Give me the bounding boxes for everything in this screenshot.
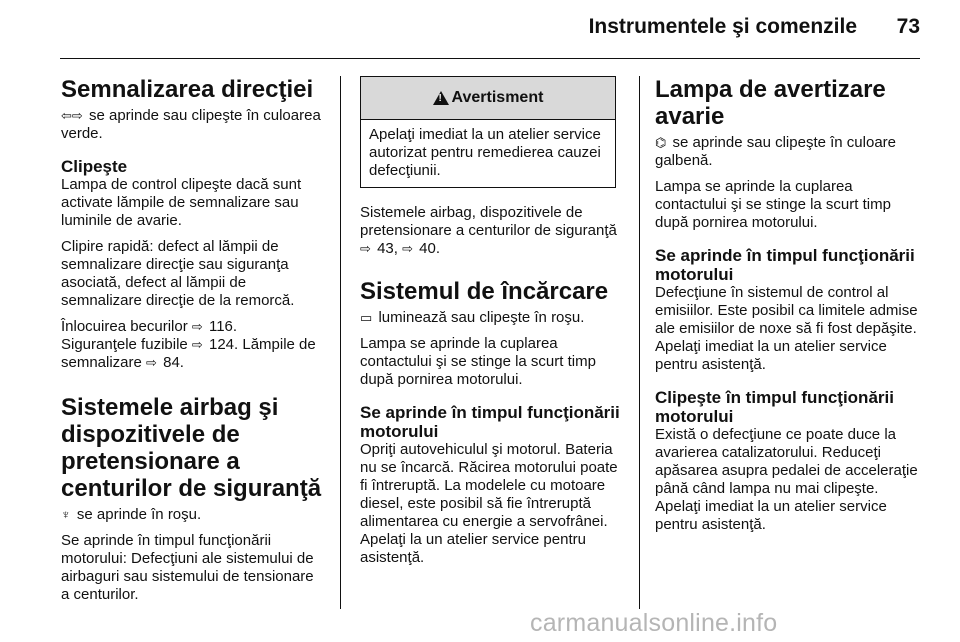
reference-arrow-icon: ⇨ (146, 355, 157, 370)
section-title-charging: Sistemul de încărcare (360, 278, 609, 305)
warning-title: Avertisment (451, 89, 544, 106)
warning-box (360, 76, 616, 188)
section-title-airbag: Sistemele airbag şi dispozitivele de pretensionare a centurilor de siguranţă (61, 394, 322, 502)
reference-arrow-icon: ⇨ (191, 337, 203, 352)
ref-text: 43, (372, 240, 403, 257)
malfunction-intro (655, 134, 925, 170)
ref-text: Siguranţele fuzibile (61, 336, 192, 353)
page-number: 73 (896, 15, 920, 38)
ref-text: Înlocuirea becurilor (61, 318, 192, 335)
malfunction-paragraph-1: Lampa se aprinde la cuplarea contactului şi se stinge la scurt timp după pornirea motorului. (655, 178, 891, 231)
subsection-title-lights-running: Se aprinde în timpul funcţionării motorului (655, 246, 915, 284)
malfunction-paragraph-3: Există o defecţiune ce poate duce la avarierea catalizatorului. Reduceţi apăsarea asupra pedalei de acceleraţie până când lampa nu mai clipeşte. Apelaţi imediat la un atelier service pentru asistenţă. (655, 426, 918, 533)
reference-arrow-icon: ⇨ (402, 241, 413, 256)
ref-text: 40. (415, 240, 441, 257)
subsection-title-clip: Clipeşte (61, 157, 128, 176)
charging-intro (360, 309, 625, 327)
warning-body: Apelaţi imediat la un atelier service autorizat pentru remedierea cauzei defecţiunii. (369, 126, 601, 179)
column-1 (61, 76, 326, 612)
ref-text: 116. (204, 318, 238, 335)
airbag-icon: ♆ (61, 507, 71, 522)
battery-icon: ▭ (360, 310, 373, 325)
section-title-malfunction-lamp: Lampa de avertizare avarie (655, 76, 886, 130)
warning-header (361, 77, 615, 120)
engine-check-icon: ⌬ (655, 135, 667, 150)
airbag-intro-text: se aprinde în roşu. (76, 506, 202, 523)
column-3 (655, 76, 925, 542)
column-divider-2 (639, 76, 640, 609)
subsection-title-charging-running: Se aprinde în timpul funcţionării motorului (360, 403, 620, 441)
ref-text: 84. (158, 354, 184, 371)
airbag-reference-paragraph (360, 204, 625, 258)
header-rule (60, 58, 920, 59)
malfunction-intro-text: se aprinde sau clipeşte în culoare galbenă. (655, 134, 897, 169)
charging-paragraph-2: Opriţi autovehiculul şi motorul. Bateria nu se încarcă. Răcirea motorului poate fi întreruptă. La modelele cu motoare diesel, este posibil să fie întreruptă alimentarea cu energie a servofrânei. Apelaţi la un atelier service pentru asistenţă. (360, 441, 618, 566)
header-title: Instrumentele şi comenzile (588, 15, 857, 38)
malfunction-paragraph-2: Defecţiune în sistemul de control al emisiilor. Este posibil ca limitele admise ale emisiilor de noxe să fi fost depăşite. Apelaţi imediat la un atelier service pentru asistenţă. (655, 284, 918, 373)
airbag-intro (61, 506, 326, 524)
reference-arrow-icon: ⇨ (360, 241, 371, 256)
section-title-turn-signal: Semnalizarea direcţiei (61, 76, 314, 103)
page-header (0, 0, 960, 60)
reference-arrow-icon: ⇨ (191, 319, 203, 334)
warning-triangle-icon (433, 91, 449, 105)
turn-signal-icon: ⇦⇨ (61, 108, 83, 123)
airbag-paragraph-1: Se aprinde în timpul funcţionării motorului: Defecţiuni ale sistemului de airbaguri sau sistemului de tensionare a centurilor. (61, 532, 314, 603)
ref-text: 124. Lămpile de semnalizare (61, 336, 316, 371)
turn-signal-intro-text: se aprinde sau clipeşte în culoarea verde. (61, 107, 321, 142)
clip-paragraph-1: Lampa de control clipeşte dacă sunt activate lămpile de semnalizare sau luminile de avarie. (61, 176, 302, 229)
ref-text: Sistemele airbag, dispozitivele de pretensionare a centurilor de siguranţă (360, 204, 617, 239)
clip-paragraph-2: Clipire rapidă: defect al lămpii de semnalizare direcţie sau siguranţa asociată, defect al lămpii de semnalizare direcţie de la remorcă. (61, 238, 295, 309)
charging-paragraph-1: Lampa se aprinde la cuplarea contactului şi se stinge la scurt timp după pornirea motorului. (360, 335, 596, 388)
column-2 (360, 76, 625, 575)
column-divider-1 (340, 76, 341, 609)
clip-paragraph-3 (61, 318, 326, 372)
watermark: carmanualsonline.info (530, 609, 778, 637)
subsection-title-flashes-running: Clipeşte în timpul funcţionării motorului (655, 388, 894, 426)
turn-signal-intro (61, 107, 326, 143)
charging-intro-text: luminează sau clipeşte în roşu. (378, 309, 585, 326)
